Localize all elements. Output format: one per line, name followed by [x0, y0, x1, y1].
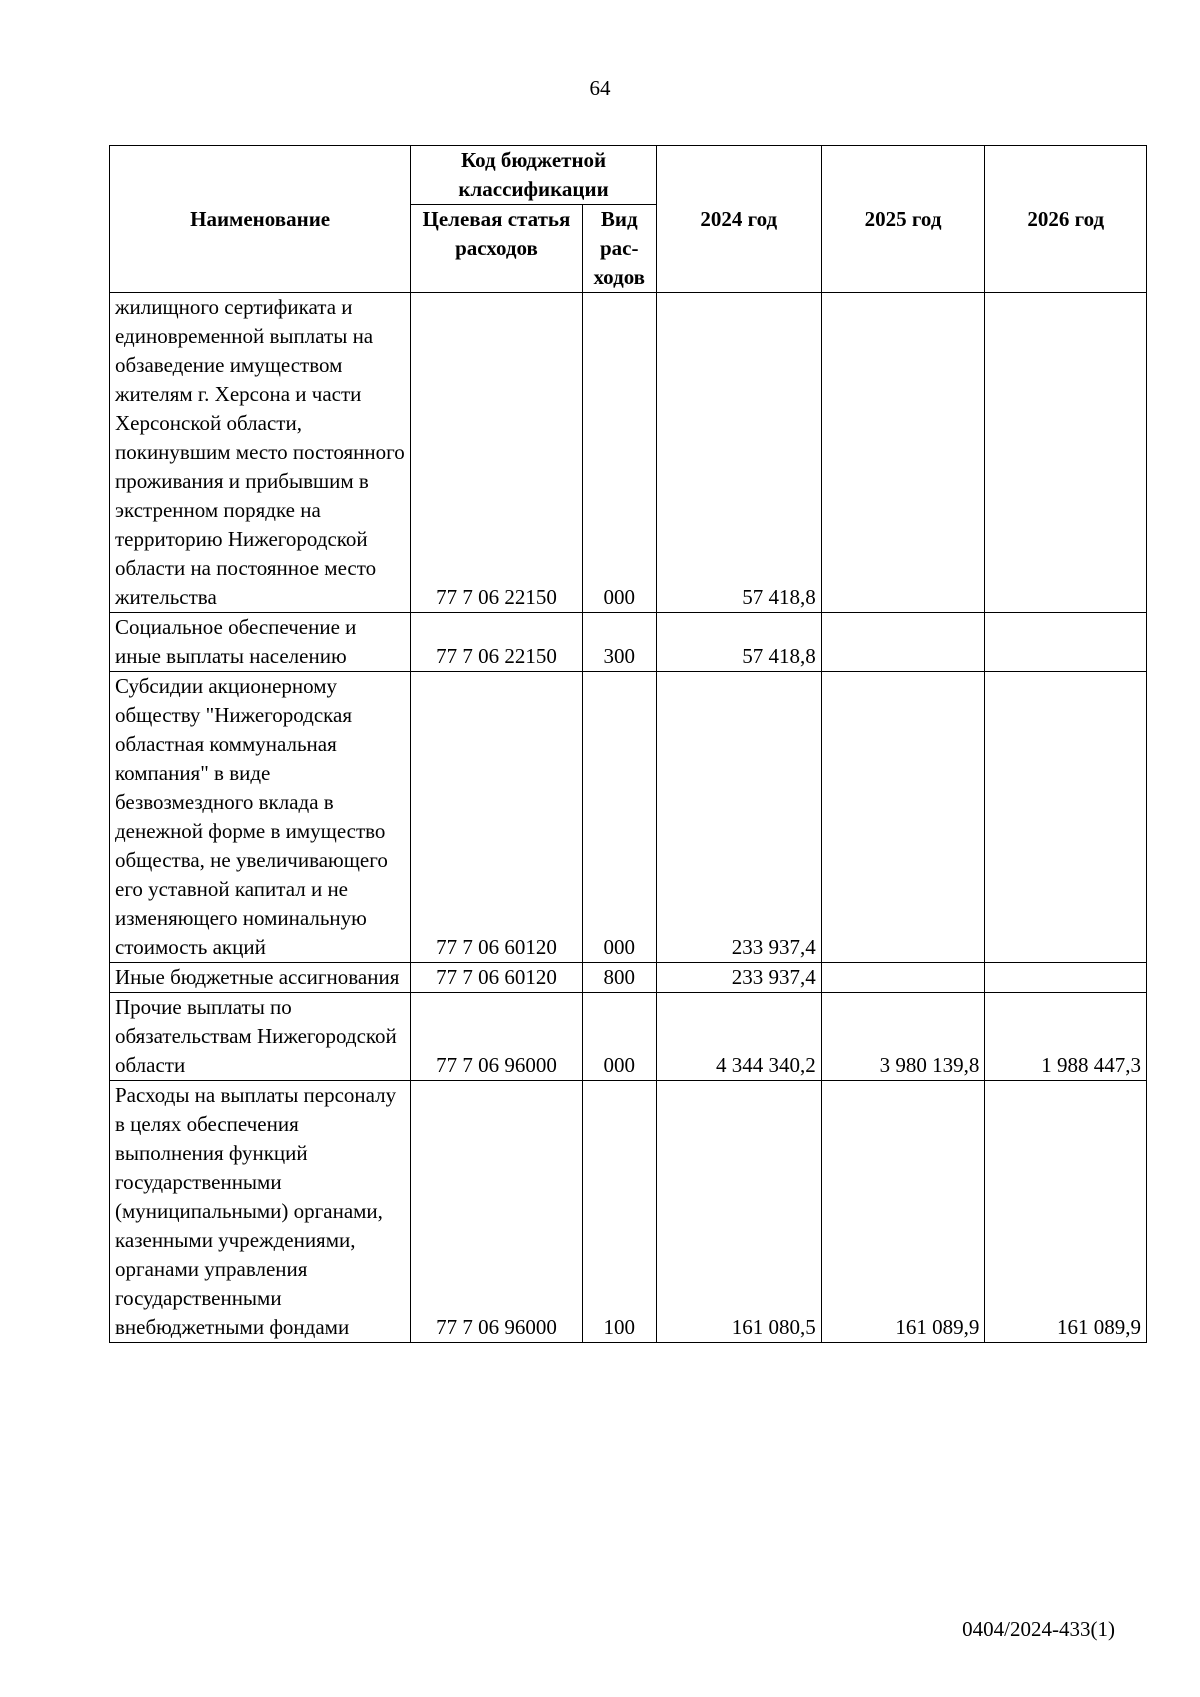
row-name-cell: Иные бюджетные ассигнования — [110, 963, 411, 993]
table-row — [110, 613, 1147, 672]
row-2025-cell — [821, 963, 985, 993]
row-kind-cell: 800 — [582, 963, 656, 993]
table-row — [110, 293, 1147, 613]
table-row — [110, 993, 1147, 1081]
row-2024-cell: 4 344 340,2 — [656, 993, 821, 1081]
row-code-cell: 77 7 06 60120 — [411, 672, 582, 963]
row-code-cell: 77 7 06 22150 — [411, 613, 582, 672]
row-2025-cell — [821, 613, 985, 672]
header-2026: 2026 год — [985, 146, 1147, 293]
row-2024-cell: 233 937,4 — [656, 672, 821, 963]
row-code-cell: 77 7 06 96000 — [411, 1081, 582, 1343]
row-2024-cell: 57 418,8 — [656, 293, 821, 613]
row-2024-cell: 233 937,4 — [656, 963, 821, 993]
header-name: Наименование — [110, 146, 411, 293]
row-2025-cell: 161 089,9 — [821, 1081, 985, 1343]
row-code-cell: 77 7 06 22150 — [411, 293, 582, 613]
header-target-article: Целевая статья расходов — [411, 205, 582, 293]
row-name-cell: Расходы на выплаты персоналу в целях обеспечения выполнения функций государственными (муниципальными) органами, казенными учреждениями, органами управления государственными внебюджетными фондами — [110, 1081, 411, 1343]
row-2024-cell: 57 418,8 — [656, 613, 821, 672]
table-row — [110, 1081, 1147, 1343]
budget-table — [109, 145, 1147, 1343]
row-kind-cell: 100 — [582, 1081, 656, 1343]
row-2025-cell — [821, 672, 985, 963]
row-kind-cell: 000 — [582, 993, 656, 1081]
row-code-cell: 77 7 06 60120 — [411, 963, 582, 993]
row-code-cell: 77 7 06 96000 — [411, 993, 582, 1081]
table-row — [110, 963, 1147, 993]
row-name-cell: жилищного сертификата и единовременной выплаты на обзаведение имуществом жителям г. Херсона и части Херсонской области, покинувшим место постоянного проживания и прибывшим в экстренном порядке на территорию Нижегородской области на постоянное место жительства — [110, 293, 411, 613]
header-expense-type: Вид рас-ходов — [582, 205, 656, 293]
header-code-group: Код бюджетной классификации — [411, 146, 657, 205]
row-2024-cell: 161 080,5 — [656, 1081, 821, 1343]
row-2026-cell — [985, 613, 1147, 672]
row-2025-cell — [821, 293, 985, 613]
row-2026-cell: 1 988 447,3 — [985, 993, 1147, 1081]
header-2025: 2025 год — [821, 146, 985, 293]
row-name-cell: Социальное обеспечение и иные выплаты населению — [110, 613, 411, 672]
row-2025-cell: 3 980 139,8 — [821, 993, 985, 1081]
row-2026-cell: 161 089,9 — [985, 1081, 1147, 1343]
header-2024: 2024 год — [656, 146, 821, 293]
table-row — [110, 672, 1147, 963]
row-kind-cell: 300 — [582, 613, 656, 672]
row-kind-cell: 000 — [582, 293, 656, 613]
row-2026-cell — [985, 672, 1147, 963]
row-name-cell: Прочие выплаты по обязательствам Нижегородской области — [110, 993, 411, 1081]
table-header — [110, 146, 1147, 293]
row-2026-cell — [985, 293, 1147, 613]
document-id: 0404/2024-433(1) — [962, 1617, 1115, 1641]
page-number: 64 — [589, 76, 611, 100]
row-name-cell: Субсидии акционерному обществу "Нижегородская областная коммунальная компания" в виде безвозмездного вклада в денежной форме в имущество общества, не увеличивающего его уставной капитал и не изменяющего номинальную стоимость акций — [110, 672, 411, 963]
row-kind-cell: 000 — [582, 672, 656, 963]
row-2026-cell — [985, 963, 1147, 993]
